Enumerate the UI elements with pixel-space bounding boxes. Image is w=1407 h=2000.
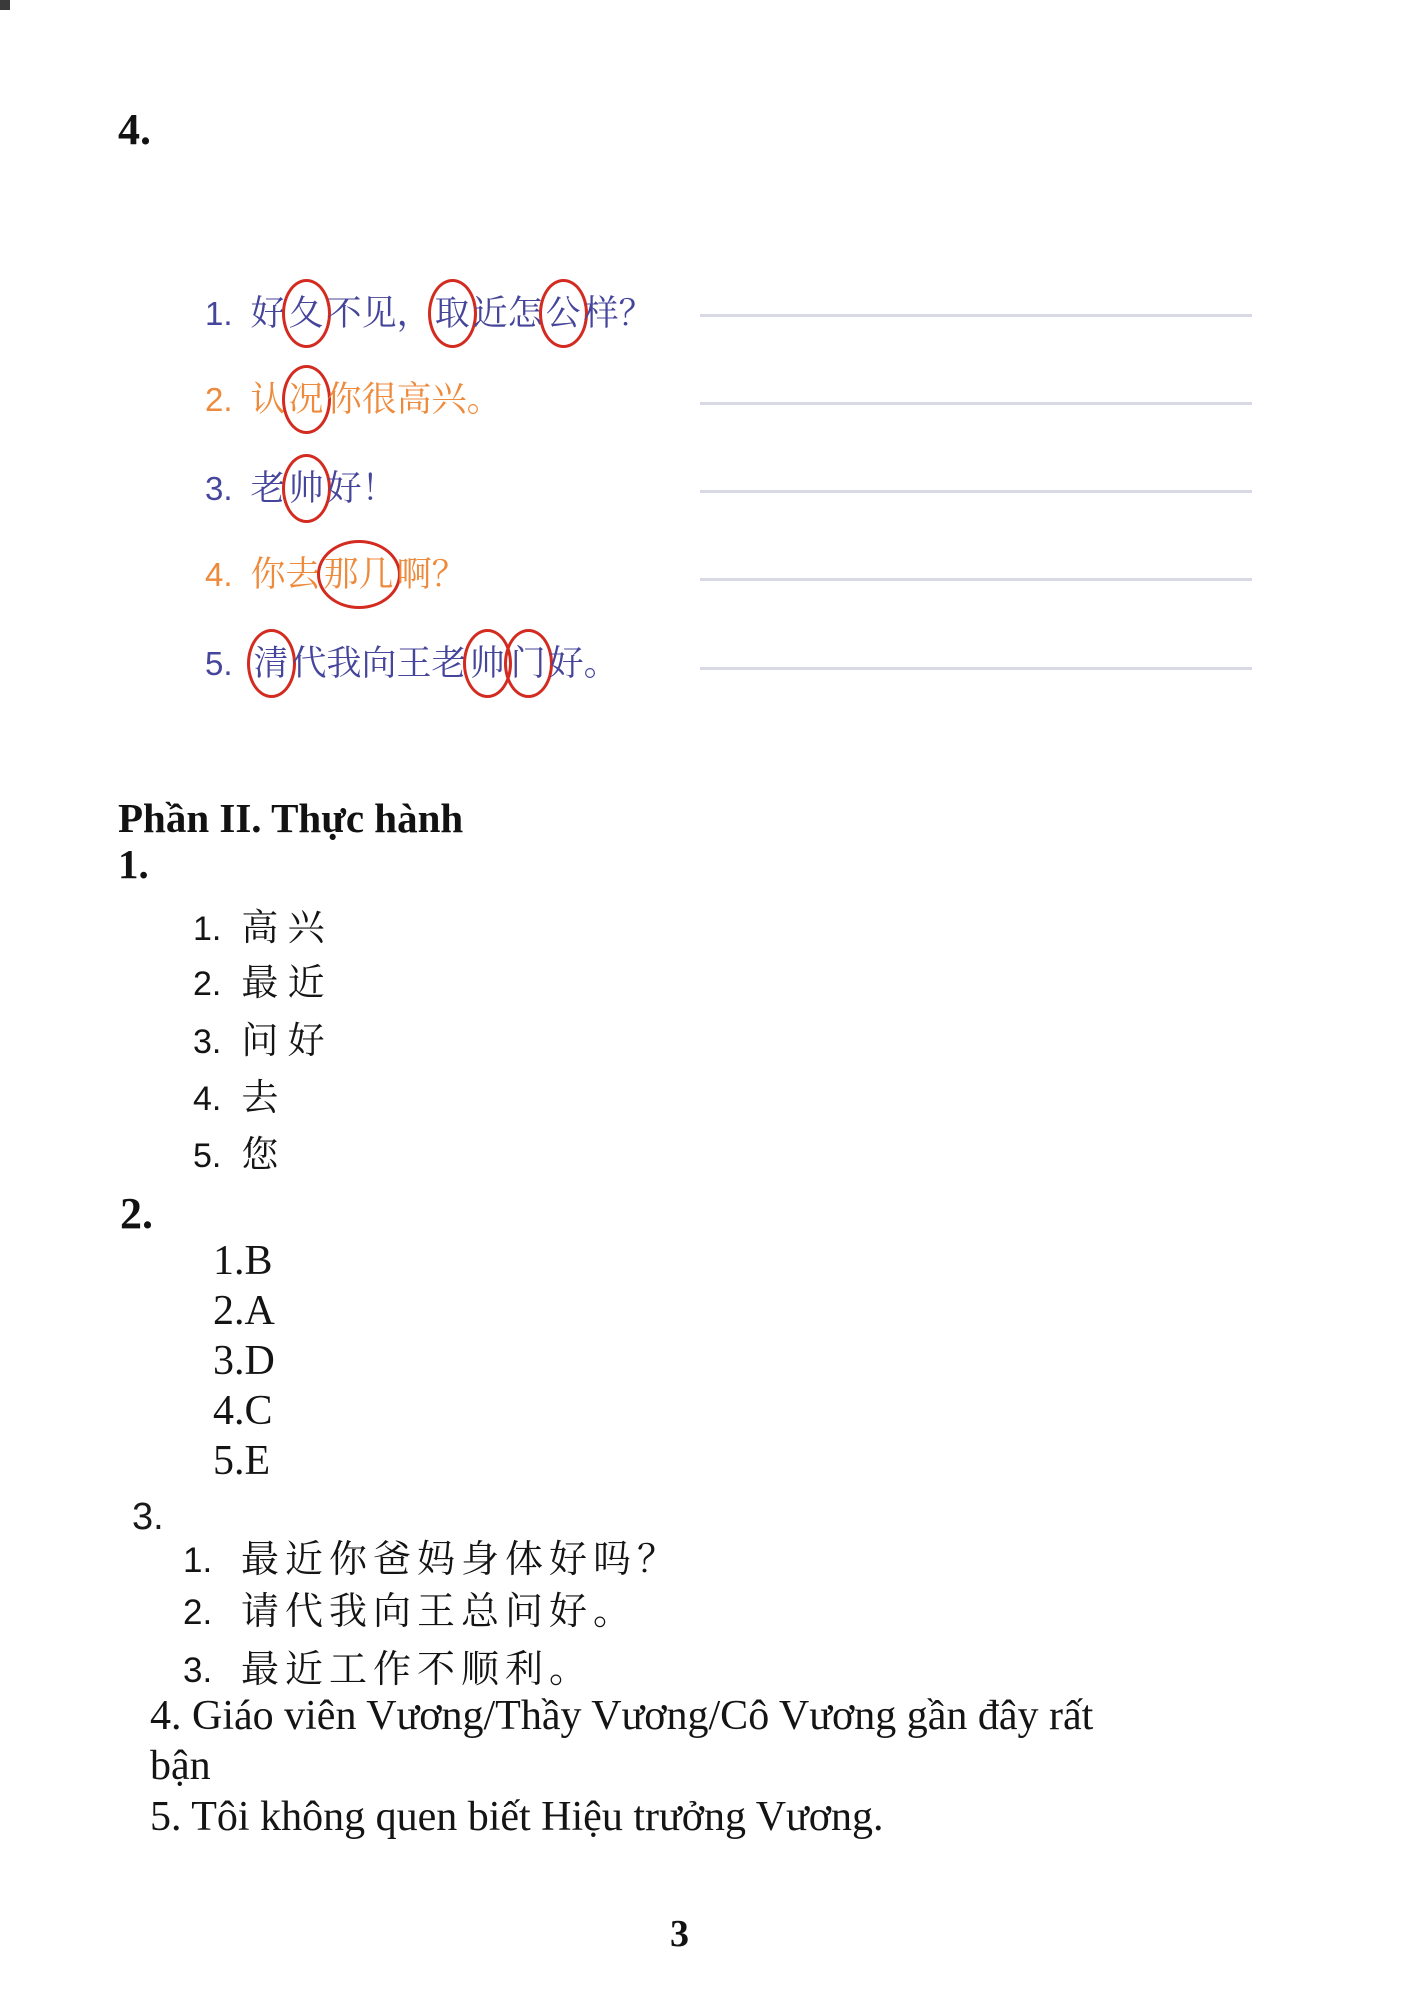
sentence-segment: 代我向王老 (291, 644, 467, 683)
exercise4-item (205, 636, 619, 686)
section2-label: 2. (120, 1189, 153, 1238)
section2-item: 2.A (213, 1288, 275, 1334)
item-word: 高 兴 (241, 908, 325, 949)
wrong-character-circle: 门 (504, 629, 553, 698)
part4-heading: 4. (118, 105, 151, 154)
answer-line (700, 314, 1252, 317)
item-sentence (251, 380, 502, 419)
item-sentence (251, 644, 619, 683)
item-sentence (251, 555, 467, 594)
sentence-segment: 样？ (583, 294, 654, 333)
wrong-character-circle: 那几 (317, 540, 401, 609)
item-word: 去 (241, 1078, 279, 1119)
section1-item (193, 1067, 278, 1121)
item-word: 您 (241, 1135, 279, 1176)
item-number: 2. (193, 965, 222, 1003)
sentence-segment: 认 (250, 380, 286, 419)
item-word: 问 好 (241, 1021, 325, 1062)
sentence-segment: 老 (250, 469, 286, 508)
answer-line (700, 578, 1252, 581)
item-number: 4. (205, 556, 233, 593)
exercise4-item (205, 372, 502, 422)
wrong-character-circle: 帅 (282, 454, 331, 523)
sentence-segment: 啊？ (396, 555, 467, 594)
section2-item: 1.B (213, 1238, 273, 1284)
item-sentence: 最近工作不顺利。 (241, 1649, 594, 1691)
section3-vietnamese-line: 4. Giáo viên Vương/Thầy Vương/Cô Vương gần đây rất (150, 1693, 1094, 1739)
sentence-segment: 不见， (326, 294, 432, 333)
item-sentence: 请代我向王总问好。 (241, 1591, 638, 1633)
sentence-segment: 好。 (548, 644, 619, 683)
answer-line (700, 667, 1252, 670)
scan-corner-artifact (0, 0, 10, 10)
section3-item (183, 1528, 681, 1583)
item-sentence (251, 469, 397, 508)
item-number: 4. (193, 1080, 222, 1118)
section3-item (183, 1638, 593, 1693)
section1-item (193, 1124, 278, 1178)
part2-heading: Phần II. Thực hành (118, 795, 464, 841)
section1-item (193, 897, 325, 951)
item-sentence (251, 294, 654, 333)
item-number: 5. (193, 1137, 222, 1175)
answer-line (700, 402, 1252, 405)
section3-label: 3. (132, 1496, 164, 1538)
section2-item: 4.C (213, 1388, 273, 1434)
item-number: 1. (183, 1541, 213, 1580)
item-number: 2. (183, 1593, 213, 1632)
item-number: 2. (205, 381, 233, 418)
item-number: 1. (205, 295, 233, 332)
wrong-character-circle: 取 (428, 279, 477, 348)
item-number: 1. (193, 910, 222, 948)
sentence-segment: 近怎 (472, 294, 543, 333)
exercise4-item (205, 286, 654, 336)
item-number: 5. (205, 645, 233, 682)
item-number: 3. (183, 1651, 213, 1690)
exercise4-item (205, 461, 397, 511)
wrong-character-circle: 况 (282, 365, 331, 434)
section1-label: 1. (118, 841, 149, 887)
exercise4-item (205, 547, 467, 597)
section2-item: 5.E (213, 1438, 271, 1484)
section3-item (183, 1580, 637, 1635)
wrong-character-circle: 清 (247, 629, 296, 698)
sentence-segment: 你很高兴。 (326, 380, 502, 419)
item-sentence: 最近你爸妈身体好吗？ (241, 1539, 682, 1581)
item-number: 3. (193, 1023, 222, 1061)
wrong-character-circle: 帅 (463, 629, 512, 698)
page-number: 3 (670, 1913, 689, 1955)
item-word: 最 近 (241, 963, 325, 1004)
section1-item (193, 952, 325, 1006)
sentence-segment: 你去 (250, 555, 321, 594)
wrong-character-circle: 公 (539, 279, 588, 348)
sentence-segment: 好！ (326, 469, 397, 508)
section3-vietnamese-line: bận (150, 1743, 211, 1789)
sentence-segment: 好 (250, 294, 286, 333)
section2-item: 3.D (213, 1338, 275, 1384)
answer-line (700, 490, 1252, 493)
section3-vietnamese-line: 5. Tôi không quen biết Hiệu trưởng Vương. (150, 1794, 884, 1840)
wrong-character-circle: 夂 (282, 279, 331, 348)
item-number: 3. (205, 470, 233, 507)
section1-item (193, 1010, 325, 1064)
